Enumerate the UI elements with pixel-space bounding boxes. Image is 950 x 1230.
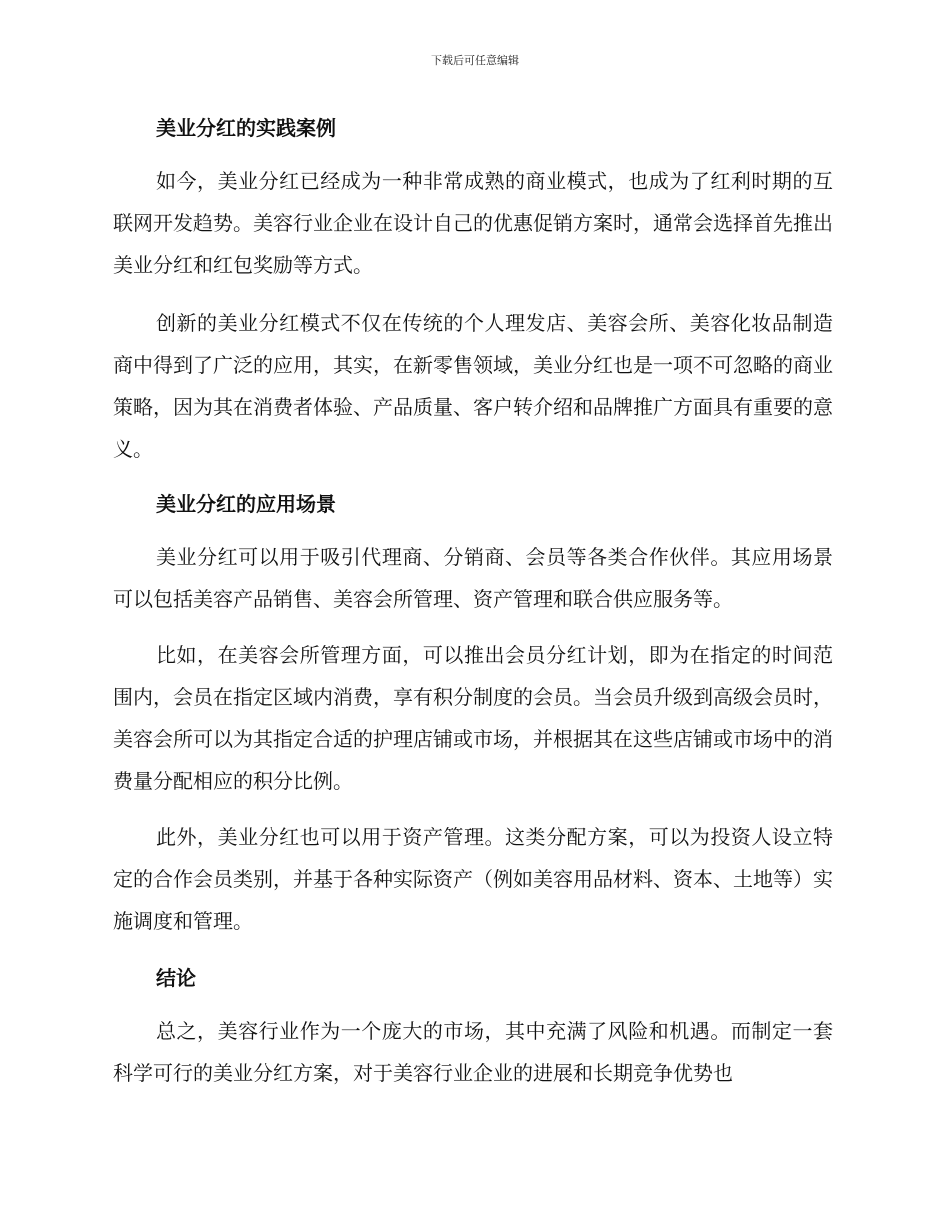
- paragraph: 美业分红可以用于吸引代理商、分销商、会员等各类合作伙伴。其应用场景可以包括美容产品销售、美容会所管理、资产管理和联合供应服务等。: [113, 545, 833, 611]
- paragraph: 创新的美业分红模式不仅在传统的个人理发店、美容会所、美容化妆品制造商中得到了广泛的应用，其实，在新零售领域，美业分红也是一项不可忽略的商业策略，因为其在消费者体验、产品质量、客户转介绍和品牌推广方面具有重要的意义。: [113, 311, 833, 461]
- paragraph: 此外，美业分红也可以用于资产管理。这类分配方案，可以为投资人设立特定的合作会员类别，并基于各种实际资产（例如美容用品材料、资本、土地等）实施调度和管理。: [113, 825, 833, 933]
- paragraph: 总之，美容行业作为一个庞大的市场，其中充满了风险和机遇。而制定一套科学可行的美业分红方案，对于美容行业企业的进展和长期竞争优势也: [113, 1019, 833, 1085]
- paragraph: 如今，美业分红已经成为一种非常成熟的商业模式，也成为了红利时期的互联网开发趋势。美容行业企业在设计自己的优惠促销方案时，通常会选择首先推出美业分红和红包奖励等方式。: [113, 169, 833, 277]
- paragraph: 比如，在美容会所管理方面，可以推出会员分红计划，即为在指定的时间范围内，会员在指定区域内消费，享有积分制度的会员。当会员升级到高级会员时，美容会所可以为其指定合适的护理店铺或市场，并根据其在这些店铺或市场中的消费量分配相应的积分比例。: [113, 643, 833, 793]
- section-heading: 美业分红的实践案例: [156, 116, 336, 140]
- section-heading: 结论: [156, 966, 196, 990]
- page-header: 下载后可任意编辑: [431, 54, 519, 67]
- section-heading: 美业分红的应用场景: [156, 492, 336, 516]
